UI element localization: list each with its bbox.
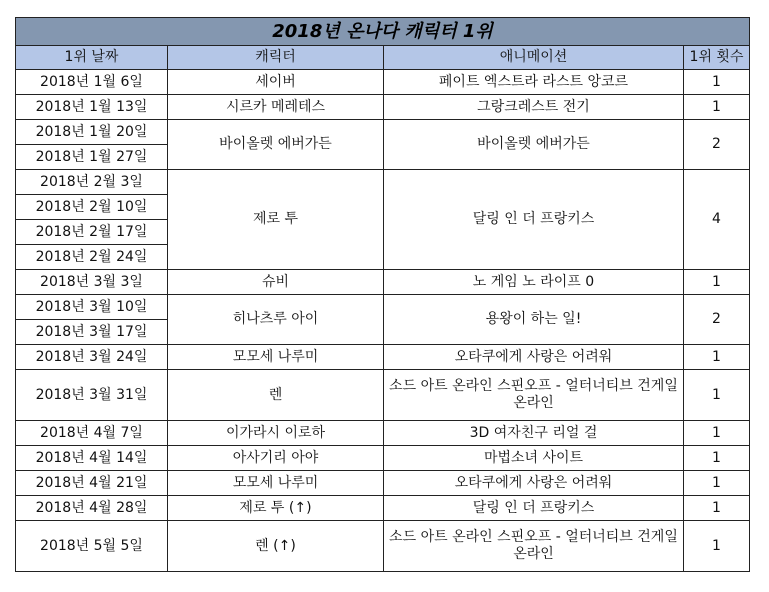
animation-cell: 오타쿠에게 사랑은 어려워 [384,345,684,370]
character-cell: 바이올렛 에버가든 [168,120,384,170]
date-cell: 2018년 5월 5일 [16,521,168,572]
header-row [16,46,750,70]
count-cell: 1 [684,471,750,496]
ranking-sheet [15,17,749,572]
date-cell: 2018년 2월 24일 [16,245,168,270]
character-cell: 세이버 [168,70,384,95]
date-cell: 2018년 3월 10일 [16,295,168,320]
animation-cell: 달링 인 더 프랑키스 [384,170,684,270]
table-row [16,521,750,572]
table-row [16,345,750,370]
count-cell: 1 [684,370,750,421]
count-cell: 1 [684,345,750,370]
date-cell: 2018년 4월 21일 [16,471,168,496]
character-cell: 슈비 [168,270,384,295]
count-cell: 1 [684,446,750,471]
count-cell: 1 [684,521,750,572]
count-cell: 1 [684,70,750,95]
header-animation: 애니메이션 [384,46,684,70]
table-body [16,70,750,572]
character-cell: 이가라시 이로하 [168,421,384,446]
title-row [16,18,750,46]
date-cell: 2018년 3월 17일 [16,320,168,345]
count-cell: 2 [684,295,750,345]
character-cell: 렌 [168,370,384,421]
animation-cell: 3D 여자친구 리얼 걸 [384,421,684,446]
count-cell: 1 [684,270,750,295]
character-cell: 아사기리 아야 [168,446,384,471]
date-cell: 2018년 4월 28일 [16,496,168,521]
ranking-table [15,17,750,572]
table-row [16,446,750,471]
date-cell: 2018년 1월 6일 [16,70,168,95]
character-cell: 모모세 나루미 [168,471,384,496]
date-cell: 2018년 2월 3일 [16,170,168,195]
animation-cell: 페이트 엑스트라 라스트 앙코르 [384,70,684,95]
animation-cell: 소드 아트 온라인 스핀오프 - 얼터너티브 건게일 온라인 [384,370,684,421]
date-cell: 2018년 2월 10일 [16,195,168,220]
count-cell: 1 [684,421,750,446]
count-cell: 4 [684,170,750,270]
count-cell: 1 [684,496,750,521]
table-row [16,496,750,521]
header-character: 캐릭터 [168,46,384,70]
character-cell: 히나츠루 아이 [168,295,384,345]
animation-cell: 그랑크레스트 전기 [384,95,684,120]
table-row [16,70,750,95]
animation-cell: 노 게임 노 라이프 0 [384,270,684,295]
table-title: 2018년 온나다 캐릭터 1위 [16,18,750,46]
date-cell: 2018년 2월 17일 [16,220,168,245]
table-row [16,370,750,421]
date-cell: 2018년 4월 14일 [16,446,168,471]
table-row [16,170,750,195]
count-cell: 1 [684,95,750,120]
animation-cell: 달링 인 더 프랑키스 [384,496,684,521]
date-cell: 2018년 3월 3일 [16,270,168,295]
date-cell: 2018년 1월 27일 [16,145,168,170]
date-cell: 2018년 1월 13일 [16,95,168,120]
character-cell: 제로 투 [168,170,384,270]
animation-cell: 소드 아트 온라인 스핀오프 - 얼터너티브 건게일 온라인 [384,521,684,572]
table-row [16,120,750,145]
character-cell: 렌 (↑) [168,521,384,572]
date-cell: 2018년 4월 7일 [16,421,168,446]
date-cell: 2018년 3월 24일 [16,345,168,370]
table-row [16,95,750,120]
count-cell: 2 [684,120,750,170]
table-row [16,295,750,320]
animation-cell: 마법소녀 사이트 [384,446,684,471]
date-cell: 2018년 1월 20일 [16,120,168,145]
animation-cell: 바이올렛 에버가든 [384,120,684,170]
animation-cell: 오타쿠에게 사랑은 어려워 [384,471,684,496]
header-date: 1위 날짜 [16,46,168,70]
header-count: 1위 횟수 [684,46,750,70]
date-cell: 2018년 3월 31일 [16,370,168,421]
table-row [16,471,750,496]
character-cell: 모모세 나루미 [168,345,384,370]
character-cell: 시르카 메레테스 [168,95,384,120]
table-row [16,270,750,295]
table-row [16,421,750,446]
animation-cell: 용왕이 하는 일! [384,295,684,345]
character-cell: 제로 투 (↑) [168,496,384,521]
